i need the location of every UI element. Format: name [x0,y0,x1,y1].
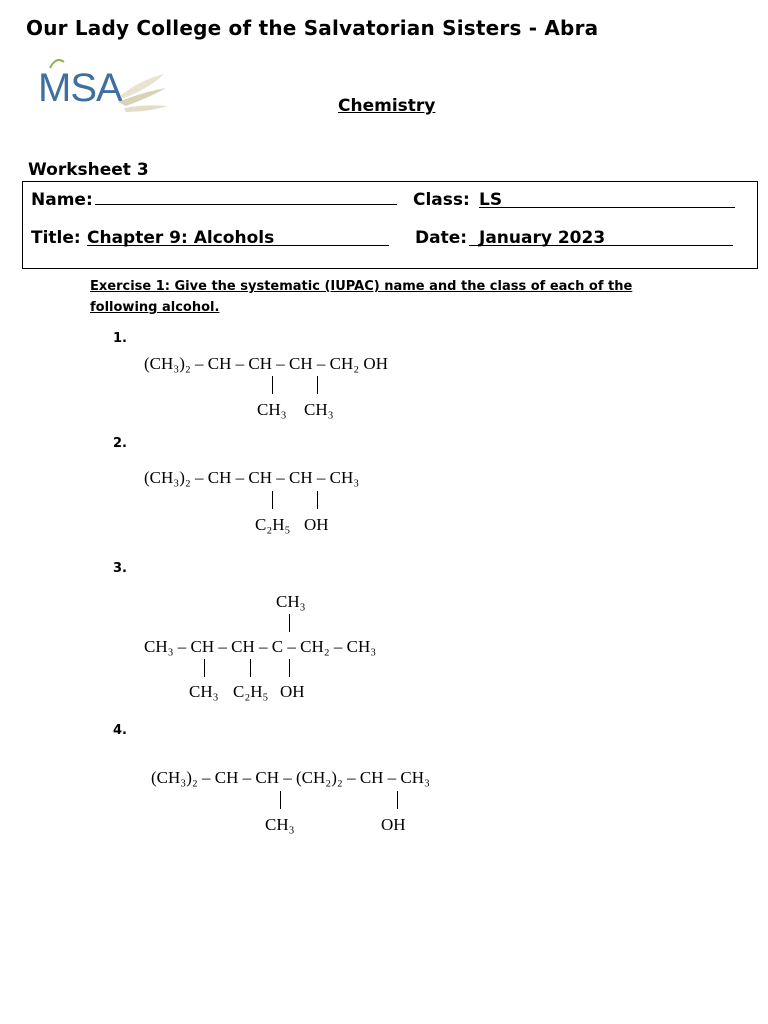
question-number: 2. [113,436,127,451]
branch-group: OH [280,682,305,701]
branch-group: CH₃ [276,592,306,611]
bond-line [317,376,318,394]
branch-group: CH₃ [265,815,295,834]
class-value: LS [479,190,503,210]
question-number: 4. [113,723,127,738]
logo-wing-icon [38,52,178,128]
structural-formula: (CH₃)₂ – CH – CH – CH – CH₂ OH [144,354,388,373]
question-number: 1. [113,331,127,346]
bond-line [289,659,290,677]
branch-group: CH₃ [304,400,334,419]
bond-line [317,491,318,509]
structural-formula: (CH₃)₂ – CH – CH – CH – CH₃ [144,468,360,487]
student-info-box [22,181,758,269]
school-logo [38,52,178,128]
structural-formula: (CH₃)₂ – CH – CH – (CH₂)₂ – CH – CH₃ [151,768,430,787]
question-number: 3. [113,561,127,576]
bond-line [250,659,251,677]
name-label: Name: [31,190,93,210]
date-value: January 2023 [479,228,606,248]
branch-group: OH [304,515,329,534]
title-value: Chapter 9: Alcohols [87,228,275,248]
exercise-instruction: Exercise 1: Give the systematic (IUPAC) name and the class of each of the following alcohol. [90,279,633,315]
bond-line [280,791,281,809]
branch-group: C₂H₅ [255,515,291,534]
bond-line [397,791,398,809]
bond-line [289,614,290,632]
date-label: Date: [415,228,468,248]
worksheet-label: Worksheet 3 [28,160,149,180]
bond-line [272,491,273,509]
class-field[interactable] [479,207,735,208]
logo-text: MSA [38,66,122,110]
branch-group: CH₃ [257,400,287,419]
branch-group: OH [381,815,406,834]
structural-formula: CH₃ – CH – CH – C – CH₂ – CH₃ [144,637,377,656]
school-name: Our Lady College of the Salvatorian Sisters - Abra [26,16,599,40]
subject-title: Chemistry [338,96,436,116]
branch-group: C₂H₅ [233,682,269,701]
branch-group: CH₃ [189,682,219,701]
title-label: Title: [31,228,81,248]
class-label: Class: [413,190,470,210]
name-field[interactable] [95,204,397,205]
bond-line [204,659,205,677]
bond-line [272,376,273,394]
